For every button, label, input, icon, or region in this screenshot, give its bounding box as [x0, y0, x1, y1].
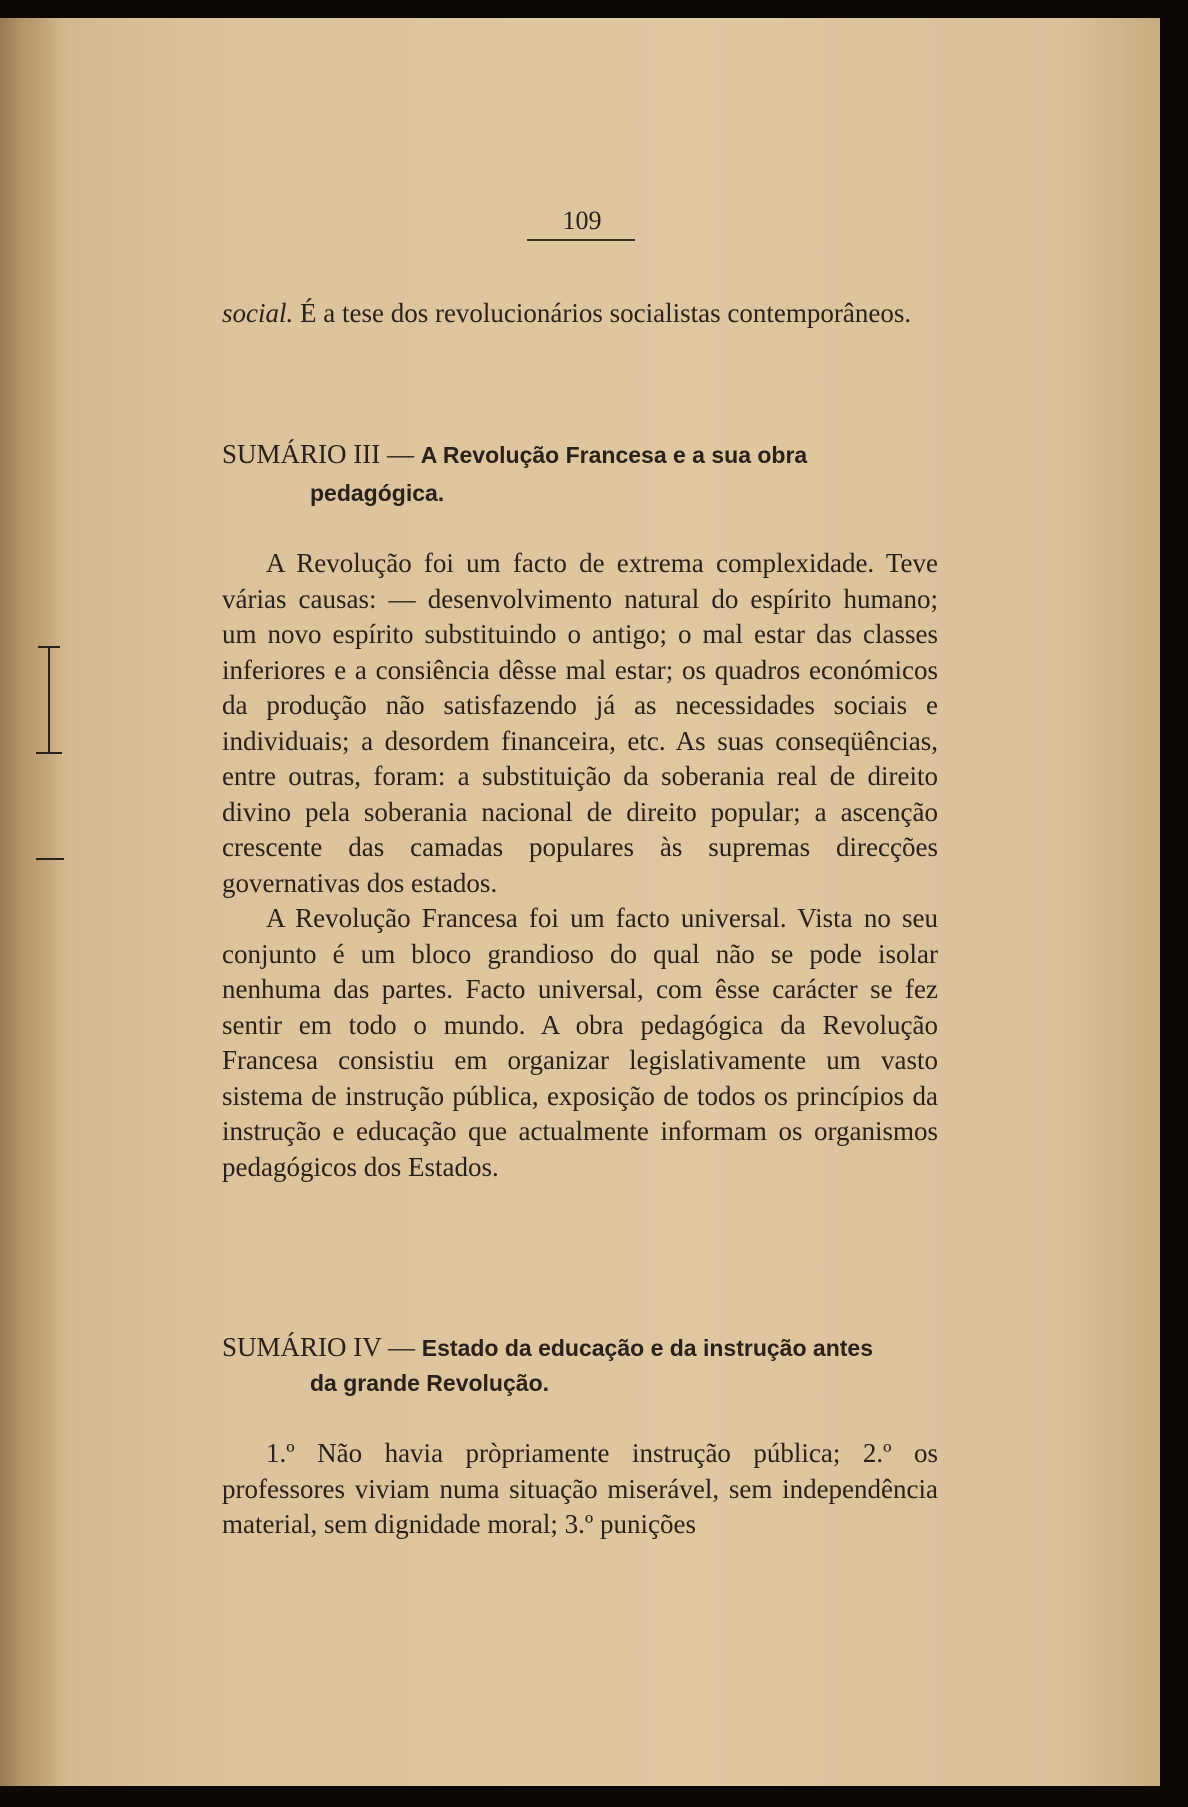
- paragraph-revolution-universal: A Revolução Francesa foi um facto universal. Vista no seu conjunto é um bloco grandioso do qual não se pode isolar nenhuma das partes. Facto universal, com êsse carácter se fez sentir em todo o mundo. A obra pedagógica da Revolução Francesa consistiu em organizar legislativamente um vasto sistema de instrução pública, exposição de todos os princípios da instrução e educação que actualmente informam os organismos pedagógicos dos Estados.: [222, 903, 938, 1182]
- summary-iii-heading: [222, 437, 938, 474]
- page-spine-shadow: [0, 18, 60, 1786]
- opening-paragraph: [222, 296, 938, 332]
- summary-iv-heading: [222, 1330, 938, 1367]
- summary-iii-title-continued: pedagógica.: [310, 480, 445, 506]
- body-section-2: [222, 1436, 938, 1543]
- summary-iii-label: SUMÁRIO III —: [222, 439, 421, 469]
- summary-iii-title: A Revolução Francesa e a sua obra: [420, 442, 808, 468]
- summary-iv-label: SUMÁRIO IV —: [222, 1332, 422, 1362]
- page-number: 109: [562, 206, 602, 235]
- paragraph-pre-revolution: 1.º Não havia pròpriamente instrução pública; 2.º os professores viviam numa situação miserável, sem independência material, sem dignidade moral; 3.º punições: [222, 1438, 938, 1539]
- summary-iv-title-continued: da grande Revolução.: [310, 1370, 550, 1396]
- margin-mark: [36, 752, 62, 754]
- margin-mark: [36, 858, 64, 860]
- page-number-rule: [527, 239, 635, 241]
- paragraph-revolution-causes: A Revolução foi um facto de extrema complexidade. Teve várias causas: — desenvolvimento natural do espírito humano; um novo espírito substituindo o antigo; o mal estar das classes inferiores e a consiência dêsse mal estar; os quadros económicos da produção não satisfazendo já as necessidades sociais e individuais; a desordem financeira, etc. As suas conseqüências, entre outras, foram: a substituição da soberania real de direito divino pela soberania nacional de direito popular; a ascenção crescente das camadas populares às supremas direcções governativas dos estados.: [222, 548, 938, 898]
- opening-lead: social.: [222, 298, 294, 328]
- margin-mark: [48, 646, 50, 754]
- opening-text: É a tese dos revolucionários socialistas contemporâneos.: [293, 298, 912, 328]
- body-section-1: [222, 546, 938, 1185]
- summary-iv-title: Estado da educação e da instrução antes: [421, 1335, 873, 1361]
